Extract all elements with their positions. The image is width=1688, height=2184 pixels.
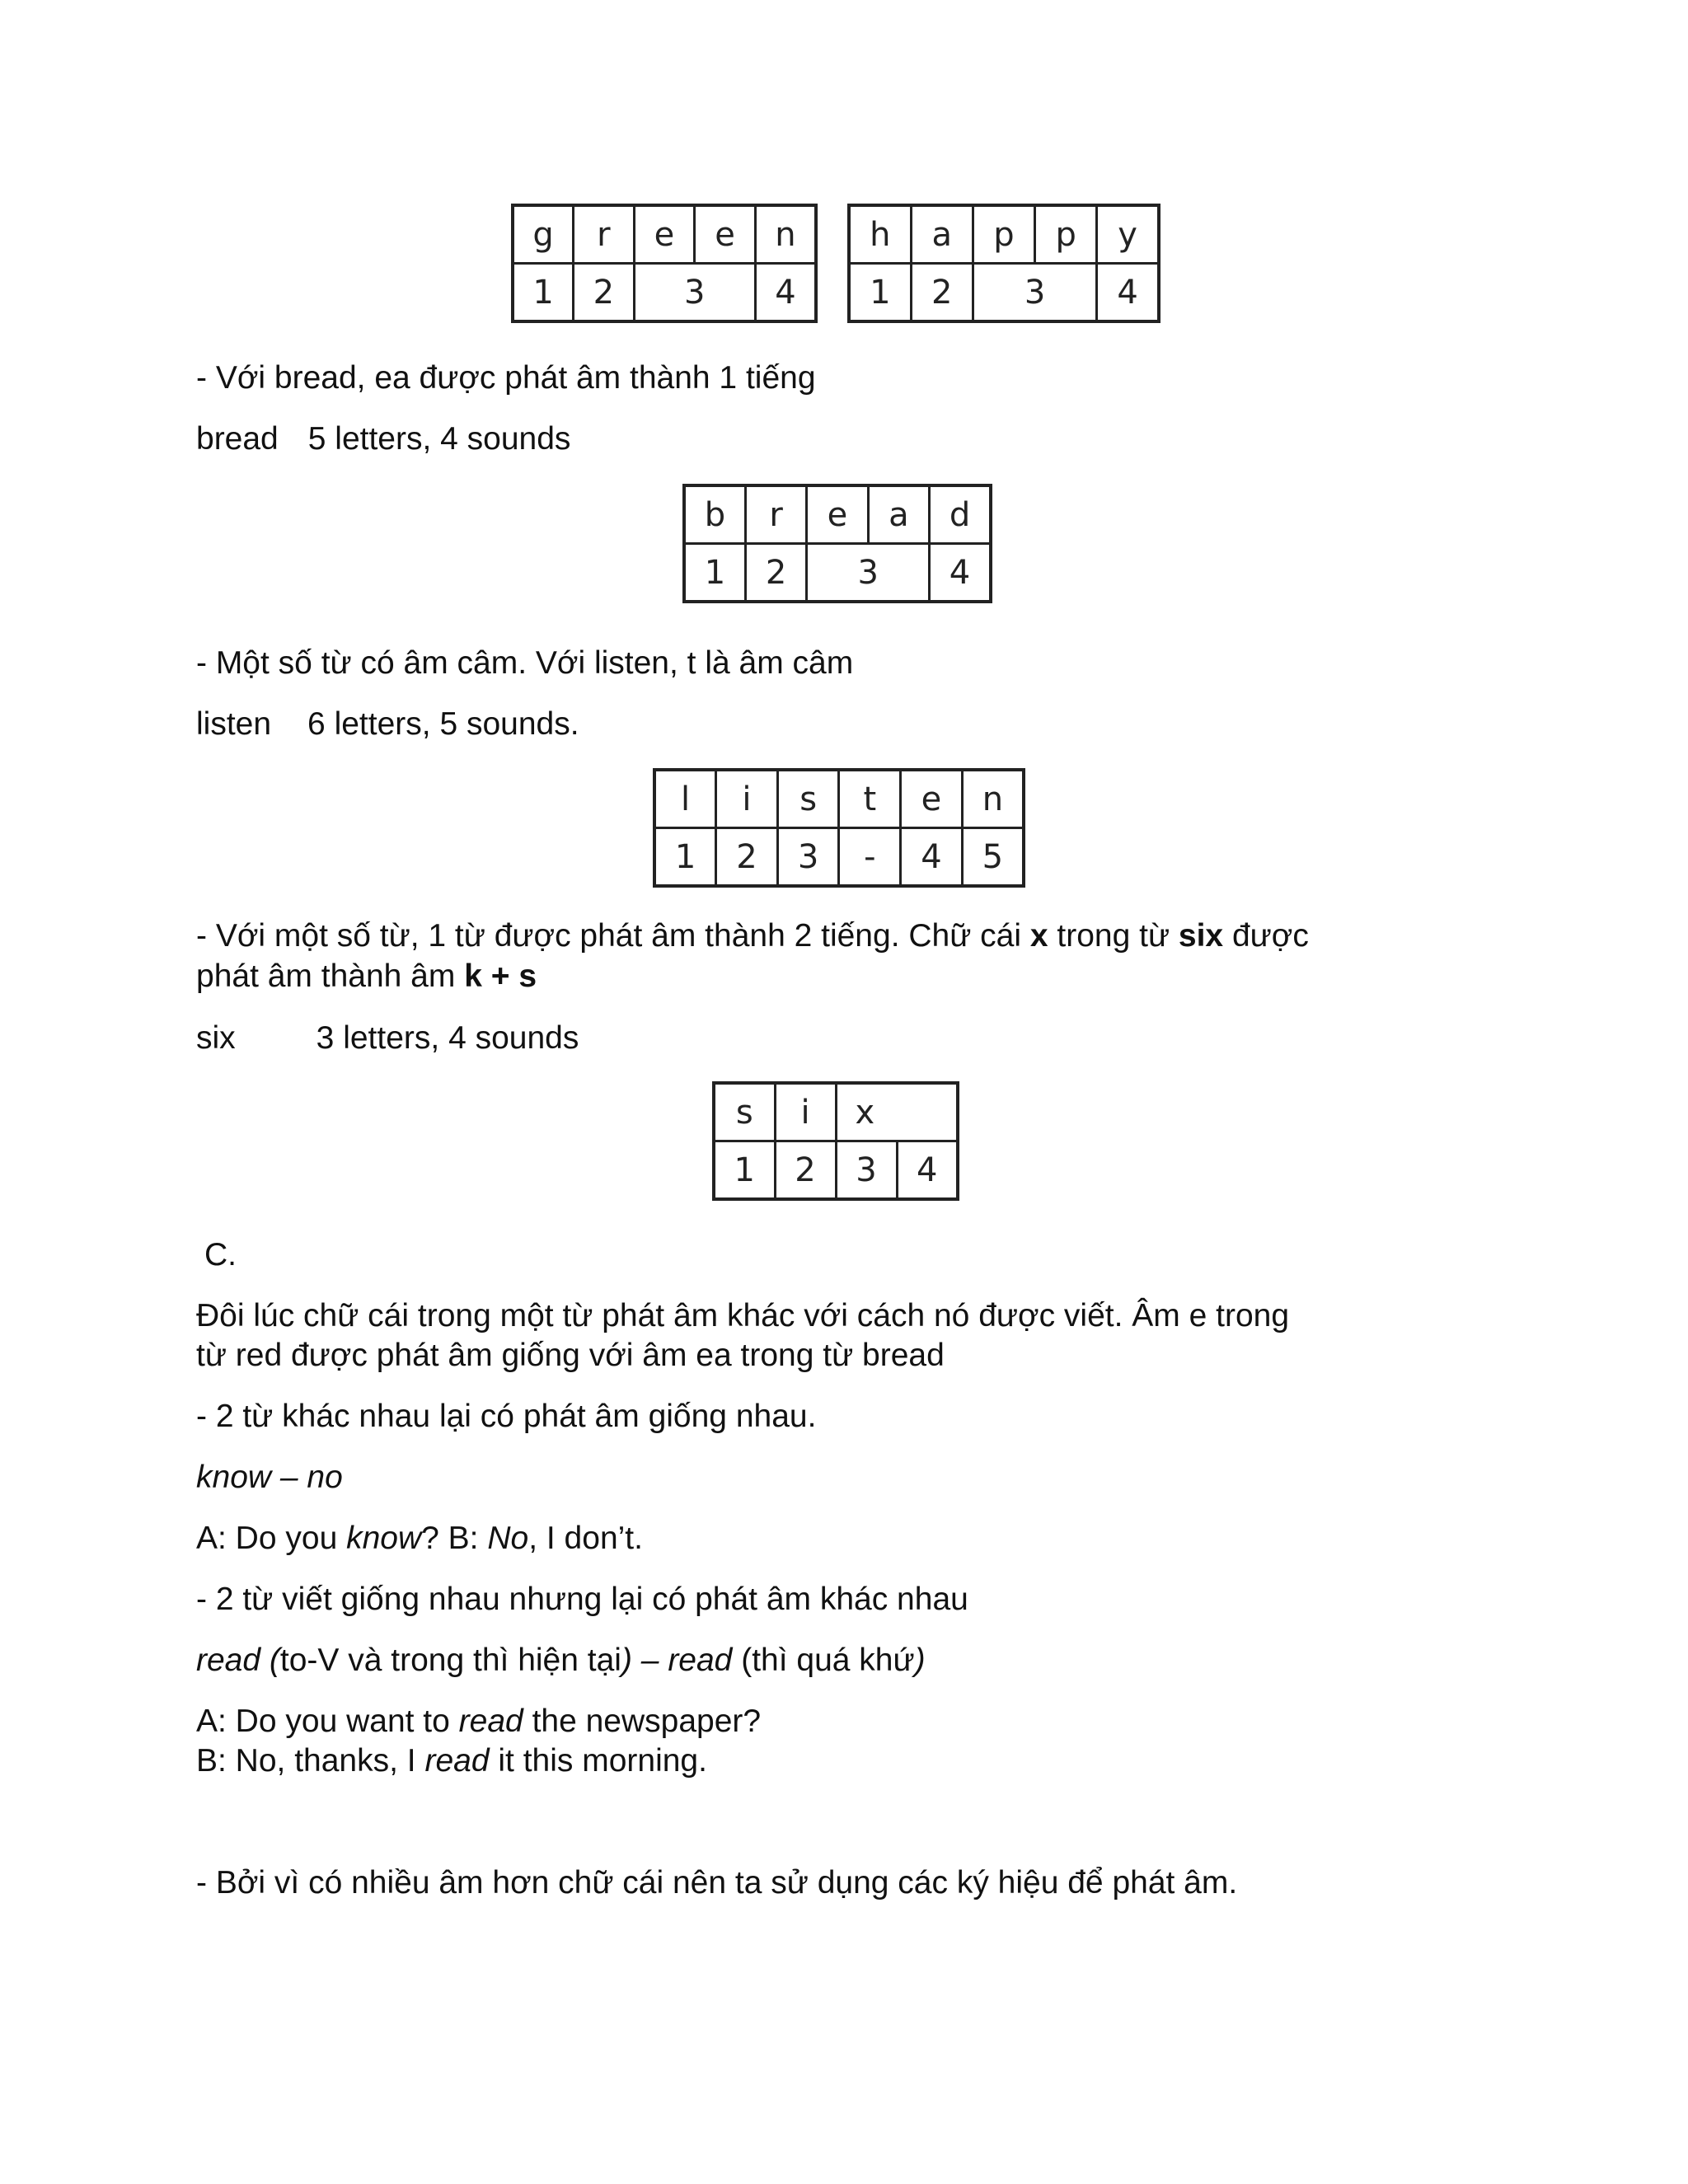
sound-cell: 1 — [849, 264, 911, 322]
homophone-note: - 2 từ khác nhau lại có phát âm giống nhau. — [196, 1399, 817, 1434]
example-word: listen — [196, 706, 272, 742]
letter-cell: a — [868, 485, 929, 544]
text-run: (thì quá khứ — [741, 1643, 915, 1678]
sound-cell: 1 — [513, 264, 574, 322]
text-run: A: Do you want to — [196, 1704, 459, 1739]
text-run: phát âm thành âm — [196, 958, 465, 994]
listen-word-line — [196, 704, 579, 744]
letter-cell: e — [634, 205, 695, 264]
dialog-line-a — [196, 1701, 761, 1741]
listen-note: - Một số từ có âm câm. Với listen, t là âm câm — [196, 645, 854, 681]
sounds-row — [654, 828, 1024, 887]
letter-sound-table-bread — [682, 484, 992, 603]
text-run: B: No, thanks, I — [196, 1743, 425, 1779]
dialog-line-b — [196, 1741, 707, 1781]
letter-cell: t — [839, 770, 901, 828]
text-run: trong từ — [1048, 918, 1179, 954]
sound-cell: 4 — [901, 828, 963, 887]
sound-cell: 2 — [716, 828, 778, 887]
letter-cell: e — [695, 205, 756, 264]
letter-cell: n — [755, 205, 816, 264]
italic-know: know — [346, 1521, 422, 1556]
letter-sound-table-green — [511, 204, 818, 323]
letter-cell: i — [716, 770, 778, 828]
six-note-line-2 — [196, 956, 537, 996]
text-run: it this morning. — [489, 1743, 707, 1779]
italic-read: read — [424, 1743, 490, 1779]
text-run: the newspaper? — [523, 1704, 762, 1739]
sound-cell: 2 — [775, 1141, 836, 1200]
c-paragraph-line-1: Đôi lúc chữ cái trong một từ phát âm khác với cách nó được viết. Âm e trong — [196, 1298, 1290, 1333]
letter-cell: a — [911, 205, 973, 264]
sound-cell: 1 — [654, 828, 716, 887]
homograph-pair — [196, 1640, 926, 1680]
text-run: ? B: — [421, 1521, 488, 1556]
sound-cell: 3 — [634, 264, 755, 322]
sounds-row — [513, 264, 816, 322]
sound-cell: 4 — [897, 1141, 958, 1200]
homophone-pair — [196, 1457, 343, 1497]
sound-cell: 1 — [684, 544, 745, 602]
letter-cell: b — [684, 485, 745, 544]
letters-row — [684, 485, 991, 544]
letter-cell: y — [1097, 205, 1159, 264]
letter-sound-table-six — [712, 1081, 959, 1201]
sound-cell: 3 — [973, 264, 1096, 322]
letter-x: x — [855, 1093, 875, 1132]
italic-read: read — [458, 1704, 523, 1739]
sound-cell: 2 — [911, 264, 973, 322]
text-run: , I don’t. — [528, 1521, 643, 1556]
italic-read: ) – read — [621, 1643, 742, 1678]
letter-cell: h — [849, 205, 911, 264]
sounds-row — [849, 264, 1159, 322]
italic-paren: ) — [914, 1643, 926, 1678]
letter-cell: e — [807, 485, 868, 544]
homophone-example — [196, 1518, 643, 1558]
section-c-heading: C. — [204, 1237, 237, 1272]
example-word: bread — [196, 421, 279, 457]
sound-cell: 5 — [962, 828, 1024, 887]
text-run: - Với một số từ, 1 từ được phát âm thành 2 tiếng. Chữ cái — [196, 918, 1030, 954]
letter-cell: d — [930, 485, 991, 544]
sound-cell: 1 — [714, 1141, 775, 1200]
letter-cell: r — [574, 205, 635, 264]
bold-letter-x: x — [1029, 918, 1048, 954]
letters-row — [513, 205, 816, 264]
example-word: six — [196, 1020, 236, 1056]
italic-pair: know – no — [196, 1460, 343, 1495]
homograph-note: - 2 từ viết giống nhau nhưng lại có phát âm khác nhau — [196, 1582, 968, 1617]
letter-cell: n — [962, 770, 1024, 828]
letter-cell: l — [654, 770, 716, 828]
letter-cell — [836, 1083, 958, 1141]
letter-sound-count: 5 letters, 4 sounds — [307, 421, 571, 457]
letters-row — [849, 205, 1159, 264]
six-word-line — [196, 1018, 579, 1058]
sound-cell: 4 — [755, 264, 816, 322]
sounds-row — [714, 1141, 958, 1200]
text-run: A: Do you — [196, 1521, 347, 1556]
letter-cell: s — [777, 770, 839, 828]
letter-cell: p — [1035, 205, 1097, 264]
sound-cell: 3 — [807, 544, 930, 602]
sound-cell: 4 — [1097, 264, 1159, 322]
sound-cell: - — [839, 828, 901, 887]
bold-sound-ks: k + s — [464, 958, 537, 994]
bread-note: - Với bread, ea được phát âm thành 1 tiếng — [196, 360, 816, 396]
sounds-row — [684, 544, 991, 602]
sound-cell: 2 — [574, 264, 635, 322]
sound-cell: 4 — [930, 544, 991, 602]
letter-cell: i — [775, 1083, 836, 1141]
six-note-line-1 — [196, 916, 1309, 956]
letter-sound-count: 3 letters, 4 sounds — [316, 1020, 579, 1056]
letters-row — [714, 1083, 958, 1141]
text-run: to-V và trong thì hiện tại — [279, 1643, 621, 1678]
sound-cell: 3 — [777, 828, 839, 887]
letter-cell: r — [745, 485, 806, 544]
sound-cell: 3 — [836, 1141, 897, 1200]
letters-row — [654, 770, 1024, 828]
c-paragraph-line-2: từ red được phát âm giống với âm ea trong từ bread — [196, 1338, 945, 1373]
sound-cell: 2 — [745, 544, 806, 602]
letter-sound-count: 6 letters, 5 sounds. — [307, 706, 579, 742]
letter-cell: g — [513, 205, 574, 264]
letter-cell: e — [901, 770, 963, 828]
letter-cell: s — [714, 1083, 775, 1141]
bold-word-six: six — [1178, 918, 1224, 954]
italic-no: No — [487, 1521, 529, 1556]
text-run: được — [1223, 918, 1309, 954]
symbols-note: - Bởi vì có nhiều âm hơn chữ cái nên ta sử dụng các ký hiệu để phát âm. — [196, 1865, 1238, 1900]
italic-read: read ( — [196, 1643, 280, 1678]
bread-word-line — [196, 419, 570, 459]
letter-sound-table-happy — [847, 204, 1160, 323]
letter-cell: p — [973, 205, 1034, 264]
letter-sound-table-listen — [653, 768, 1025, 888]
